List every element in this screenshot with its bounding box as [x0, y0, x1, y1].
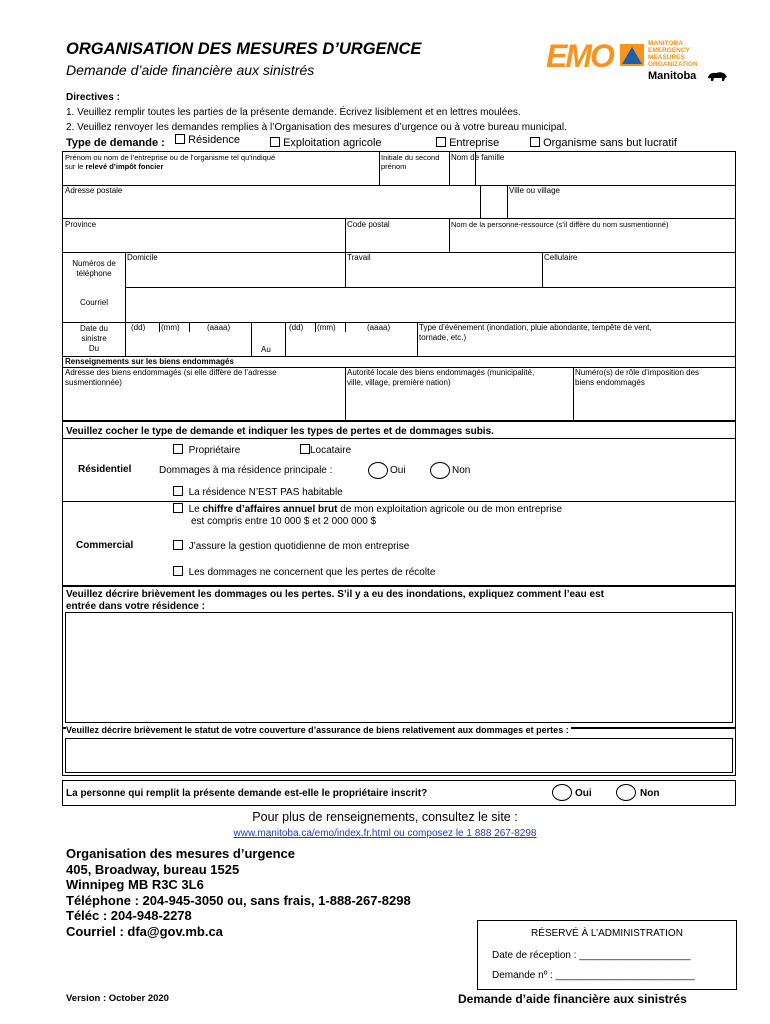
- from-yyyy: (aaaa): [207, 323, 231, 332]
- revenue-line2: est compris entre 10 000 $ et 2 000 000 $: [191, 516, 377, 527]
- logo-line1: MANITOBA: [648, 40, 683, 47]
- owner-no-label: Non: [640, 788, 660, 799]
- email-label: Courriel: [79, 298, 108, 307]
- postal-code-label: Code postal: [347, 220, 390, 229]
- first-name-label: Prénom ou nom de l’entreprise ou de l’organisme tel qu’indiqué sur le relevé d’impôt foncier: [65, 153, 276, 171]
- owner-yes-radio[interactable]: [552, 784, 572, 801]
- contact-fax: Téléc : 204-948-2278: [66, 908, 192, 923]
- residence-label: Résidence: [188, 134, 241, 146]
- province-label: Province: [65, 220, 97, 229]
- losses-heading: Veuillez décrire brièvement les dommages ou les pertes. S’il y a eu des inondations, expliquez comment l’eau est: [66, 589, 604, 600]
- principal-no-label: Non: [452, 465, 471, 476]
- contact-address2: Winnipeg MB R3C 3L6: [66, 877, 204, 892]
- cell-phone-label: Cellulaire: [544, 253, 578, 262]
- losses-heading-2: entrée dans votre résidence :: [66, 601, 205, 612]
- farm-checkbox[interactable]: [270, 137, 280, 147]
- contact-org: Organisation des mesures d’urgence: [66, 846, 296, 861]
- crop-checkbox[interactable]: [173, 566, 183, 576]
- admin-received: Date de réception : ____________________: [492, 950, 691, 961]
- request-type-business[interactable]: [436, 137, 499, 149]
- residence-checkbox[interactable]: [175, 134, 185, 144]
- business-label: Entreprise: [449, 137, 500, 149]
- contact-email: Courriel : dfa@gov.mb.ca: [66, 923, 223, 939]
- to-mm: (mm): [317, 323, 336, 332]
- request-type-label: Type de demande :: [66, 137, 165, 149]
- owner-no-radio[interactable]: [616, 784, 636, 801]
- logo-line2: EMERGENCY: [648, 47, 690, 54]
- initial-label: Initiale du second prénom: [381, 153, 440, 171]
- request-type-farm[interactable]: [270, 137, 382, 149]
- principal-residence-label: Dommages à ma résidence principale :: [159, 465, 333, 476]
- admin-title: RÉSERVÉ À L’ADMINISTRATION: [531, 928, 683, 939]
- business-checkbox[interactable]: [436, 137, 446, 147]
- logo-line4: ORGANIZATION: [648, 61, 698, 68]
- contact-block: [66, 846, 411, 939]
- emo-triangle-icon: [620, 44, 644, 66]
- principal-yes-label: Oui: [390, 465, 406, 476]
- directives-heading: Directives :: [66, 92, 120, 103]
- manage-checkbox[interactable]: [173, 540, 183, 550]
- property-address-label: Adresse des biens endommagés (si elle diffère de l’adresse susmentionnée): [65, 368, 277, 387]
- nonprofit-checkbox[interactable]: [530, 137, 540, 147]
- disaster-date-label: Date du sinistre Du: [79, 324, 109, 353]
- resource-person-label: Nom de la personne-ressource (s’il diffère du nom susmentionné): [451, 220, 669, 229]
- principal-no-radio[interactable]: [430, 462, 450, 479]
- contact-phone: Téléphone : 204-945-3050 ou, sans frais, 1-888-267-8298: [66, 892, 411, 908]
- insurance-heading: Veuillez décrire brièvement le statut de votre couverture d’assurance de biens relativement aux dommages et pertes :: [66, 725, 569, 735]
- roll-number-label: Numéro(s) de rôle d’imposition des biens endommagés: [575, 368, 700, 387]
- residential-label: Résidentiel: [78, 464, 132, 475]
- to-yyyy: (aaaa): [367, 323, 391, 332]
- not-habitable-checkbox[interactable]: [173, 486, 183, 496]
- directive-1: 1. Veuillez remplir toutes les parties de la présente demande. Écrivez lisiblement et en lettres moulées.: [66, 107, 521, 118]
- from-dd: (dd): [131, 323, 146, 332]
- event-type-label: Type d’événement (inondation, pluie abondante, tempête de vent, tornade, etc.): [419, 323, 652, 342]
- version-label: Version : October 2020: [66, 993, 169, 1004]
- emo-logo-text: EMO: [546, 38, 613, 74]
- home-phone-label: Domicile: [127, 253, 158, 262]
- manitoba-wordmark: Manitoba: [648, 70, 697, 82]
- logo-line3: MEASURES: [648, 54, 685, 61]
- farm-label: Exploitation agricole: [283, 137, 382, 149]
- more-info-text: Pour plus de renseignements, consultez le site :: [252, 810, 518, 824]
- nonprofit-label: Organisme sans but lucratif: [543, 137, 677, 149]
- emo-logo: [546, 38, 736, 86]
- page-subtitle: Demande d’aide financière aux sinistrés: [66, 62, 315, 78]
- admin-number: Demande nº : _________________________: [492, 970, 695, 981]
- to-dd: (dd): [289, 323, 304, 332]
- owner-question: La personne qui remplit la présente demande est-elle le propriétaire inscrit?: [66, 788, 428, 799]
- owner-yes-label: Oui: [575, 788, 592, 799]
- applicant-info-table: [62, 151, 736, 421]
- manage-option[interactable]: J’assure la gestion quotidienne de mon entreprise: [173, 540, 409, 552]
- postal-address-label: Adresse postale: [65, 186, 123, 195]
- footer-form-name: Demande d’aide financière aux sinistrés: [458, 992, 687, 1006]
- phone-numbers-label: Numéros de téléphone: [72, 259, 116, 278]
- commercial-label: Commercial: [76, 540, 134, 551]
- to-label: Au: [261, 345, 271, 354]
- owner-option[interactable]: Propriétaire: [173, 444, 240, 456]
- more-info-link[interactable]: www.manitoba.ca/emo/index.fr.html ou composez le 1 888 267-8298: [233, 828, 537, 839]
- directive-2: 2. Veuillez renvoyer les demandes remplies à l’Organisation des mesures d’urgence ou à votre bureau municipal.: [66, 122, 567, 133]
- bison-icon: [706, 70, 728, 82]
- insurance-textarea[interactable]: [65, 738, 733, 773]
- from-mm: (mm): [161, 323, 180, 332]
- revenue-option[interactable]: Le chiffre d’affaires annuel brut de mon exploitation agricole ou de mon entreprise: [173, 503, 562, 515]
- work-phone-label: Travail: [347, 253, 371, 262]
- city-label: Ville ou village: [509, 186, 560, 195]
- local-authority-label: Autorité locale des biens endommagés (municipalité, ville, village, première nation): [347, 368, 535, 387]
- not-habitable-option[interactable]: La résidence N’EST PAS habitable: [173, 486, 343, 498]
- revenue-checkbox[interactable]: [173, 503, 183, 513]
- loss-heading: Veuillez cocher le type de demande et indiquer les types de pertes et de dommages subis.: [66, 426, 494, 437]
- property-info-label: Renseignements sur les biens endommagés: [65, 357, 234, 366]
- tenant-option[interactable]: Locataire: [300, 444, 351, 456]
- request-type-nonprofit[interactable]: [530, 137, 677, 149]
- tenant-checkbox[interactable]: [300, 444, 310, 454]
- page-title: ORGANISATION DES MESURES D’URGENCE: [66, 40, 422, 58]
- losses-textarea[interactable]: [65, 612, 733, 723]
- crop-option[interactable]: Les dommages ne concernent que les pertes de récolte: [173, 566, 435, 578]
- principal-yes-radio[interactable]: [368, 462, 388, 479]
- last-name-label: Nom de famille: [451, 153, 505, 162]
- request-type-residence[interactable]: [175, 134, 240, 146]
- contact-address1: 405, Broadway, bureau 1525: [66, 861, 240, 877]
- owner-checkbox[interactable]: [173, 444, 183, 454]
